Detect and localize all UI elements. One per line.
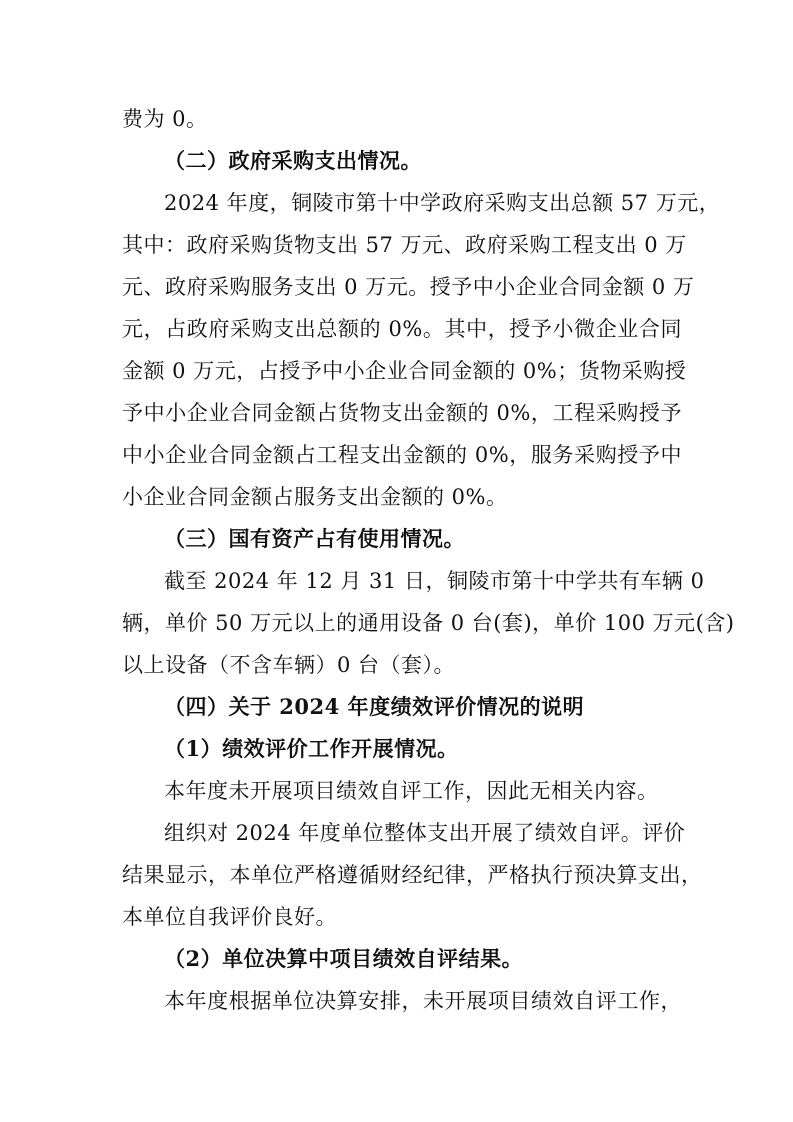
paragraph-line: 本单位自我评价良好。 (122, 905, 337, 929)
paragraph-line: 中小企业合同金额占工程支出金额的 0%，服务采购授予中 (122, 443, 682, 467)
paragraph-line: 结果显示，本单位严格遵循财经纪律，严格执行预决算支出， (122, 863, 703, 887)
paragraph-line: 费为 0。 (122, 107, 208, 131)
paragraph-line: 本年度未开展项目绩效自评工作，因此无相关内容。 (164, 779, 659, 803)
paragraph-line: 组织对 2024 年度单位整体支出开展了绩效自评。评价 (164, 821, 686, 845)
paragraph-line: 小企业合同金额占服务支出金额的 0%。 (122, 485, 508, 509)
paragraph-line: 本年度根据单位决算安排，未开展项目绩效自评工作， (164, 989, 682, 1013)
paragraph-line: 元、政府采购服务支出 0 万元。授予中小企业合同金额 0 万 (122, 275, 695, 299)
paragraph-line: 予中小企业合同金额占货物支出金额的 0%，工程采购授予 (122, 401, 682, 425)
subsection-heading: （2）单位决算中项目绩效自评结果。 (164, 946, 524, 971)
section-heading: （四）关于 2024 年度绩效评价情况的说明 (164, 694, 585, 719)
paragraph-line: 辆，单价 50 万元以上的通用设备 0 台(套)，单价 100 万元(含) (122, 611, 735, 635)
paragraph-line: 截至 2024 年 12 月 31 日，铜陵市第十中学共有车辆 0 (164, 569, 705, 593)
paragraph-line: 2024 年度，铜陵市第十中学政府采购支出总额 57 万元， (164, 191, 721, 215)
paragraph-line: 其中：政府采购货物支出 57 万元、政府采购工程支出 0 万 (122, 233, 687, 257)
paragraph-line: 以上设备（不含车辆）0 台（套）。 (122, 653, 456, 677)
paragraph-line: 金额 0 万元，占授予中小企业合同金额的 0%；货物采购授 (122, 359, 687, 383)
paragraph-line: 元，占政府采购支出总额的 0%。其中，授予小微企业合同 (122, 317, 682, 341)
section-heading: （三）国有资产占有使用情况。 (164, 526, 465, 551)
subsection-heading: （1）绩效评价工作开展情况。 (164, 736, 459, 761)
section-heading: （二）政府采购支出情况。 (164, 148, 422, 173)
